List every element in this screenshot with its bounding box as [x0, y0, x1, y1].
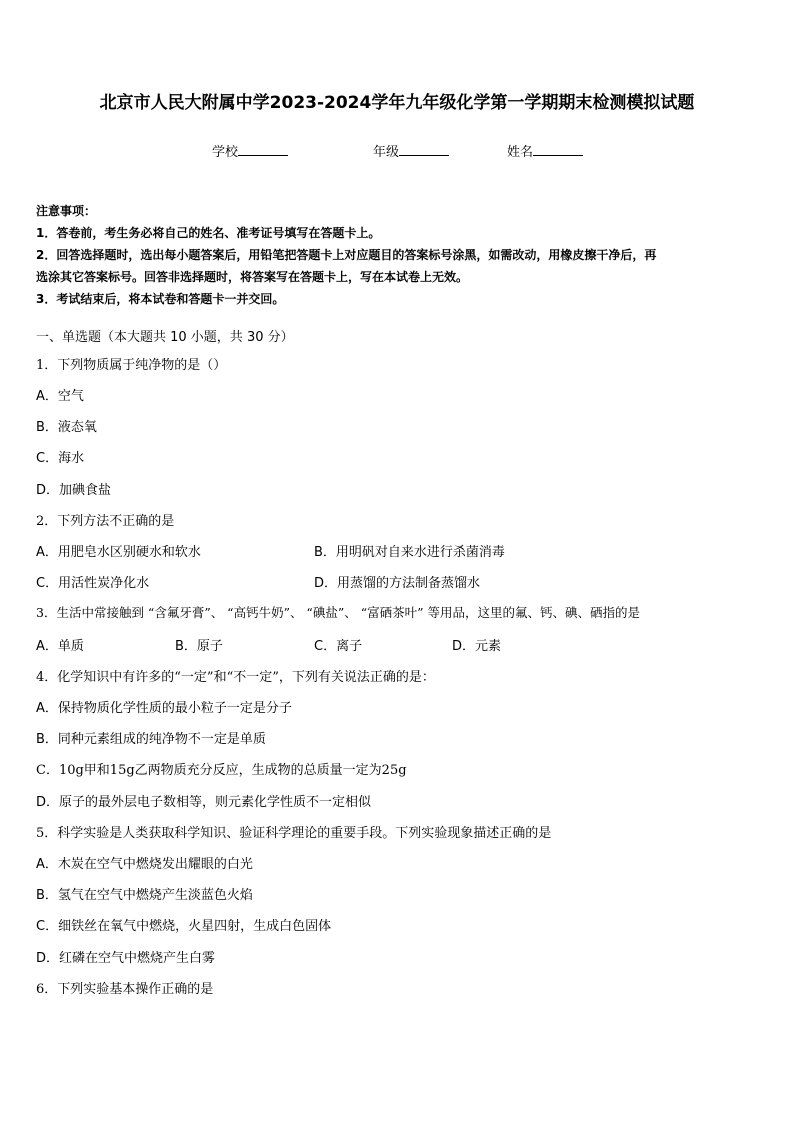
school-label: 学校 — [212, 145, 239, 160]
option: B．用明矾对自来水进行杀菌消毒 — [314, 545, 505, 560]
notice-item: 2．回答选择题时，选出每小题答案后，用铅笔把答题卡上对应题目的答案标号涂黑，如需改动，用橡皮擦干净后，再 — [36, 248, 657, 262]
option: D．用蒸馏的方法制备蒸馏水 — [314, 576, 481, 591]
option: C．离子 — [314, 639, 363, 654]
notice-item: 1．答卷前，考生务必将自己的姓名、准考证号填写在答题卡上。 — [36, 226, 381, 240]
notice-item: 3．考试结束后，将本试卷和答题卡一并交回。 — [36, 292, 285, 306]
school-field — [212, 141, 288, 160]
exam-title: 北京市人民大附属中学2023-2024学年九年级化学第一学期期末检测模拟试题 — [99, 93, 695, 113]
option: B．同种元素组成的纯净物不一定是单质 — [36, 732, 266, 747]
option: A．单质 — [36, 639, 84, 654]
option: D．红磷在空气中燃烧产生白雾 — [36, 951, 216, 966]
question-stem: 2．下列方法不正确的是 — [36, 514, 175, 529]
school-blank — [238, 143, 288, 156]
question-stem: 5．科学实验是人类获取科学知识、验证科学理论的重要手段。下列实验现象描述正确的是 — [36, 826, 552, 841]
option: D．加碘食盐 — [36, 483, 112, 498]
option: A．用肥皂水区别硬水和软水 — [36, 545, 201, 560]
name-blank — [533, 143, 583, 156]
name-field — [507, 141, 583, 160]
notice-block — [36, 200, 766, 310]
grade-label: 年级 — [373, 145, 400, 160]
option: C．海水 — [36, 451, 85, 466]
question-stem: 3．生活中常接触到 “含氟牙膏”、 “高钙牛奶”、 “碘盐”、 “富硒茶叶” 等用品，这里的氟、钙、碘、硒指的是 — [36, 605, 640, 620]
option: D．原子的最外层电子数相等，则元素化学性质不一定相似 — [36, 795, 372, 810]
section-heading: 一、单选题（本大题共 10 小题，共 30 分） — [36, 330, 294, 345]
option: A．空气 — [36, 389, 84, 404]
option: B．液态氧 — [36, 420, 97, 435]
grade-field — [373, 141, 449, 160]
option: C．细铁丝在氧气中燃烧，火星四射，生成白色固体 — [36, 919, 332, 934]
question-stem: 6．下列实验基本操作正确的是 — [36, 982, 214, 997]
question-stem: 1．下列物质属于纯净物的是（） — [36, 358, 227, 373]
grade-blank — [399, 143, 449, 156]
notice-item: 选涂其它答案标号。回答非选择题时，将答案写在答题卡上，写在本试卷上无效。 — [36, 270, 469, 284]
student-info-row — [0, 141, 794, 161]
option: D．元素 — [452, 639, 502, 654]
option: A．保持物质化学性质的最小粒子一定是分子 — [36, 701, 292, 716]
option: B．氢气在空气中燃烧产生淡蓝色火焰 — [36, 888, 253, 903]
option: C．10g甲和15g乙两物质充分反应，生成物的总质量一定为25g — [36, 763, 407, 778]
question-stem: 4．化学知识中有许多的“一定”和“不一定”，下列有关说法正确的是： — [36, 670, 435, 685]
name-label: 姓名 — [507, 145, 534, 160]
notice-heading: 注意事项： — [36, 204, 97, 218]
option: C．用活性炭净化水 — [36, 576, 150, 591]
option: A．木炭在空气中燃烧发出耀眼的白光 — [36, 857, 253, 872]
option: B．原子 — [175, 639, 223, 654]
